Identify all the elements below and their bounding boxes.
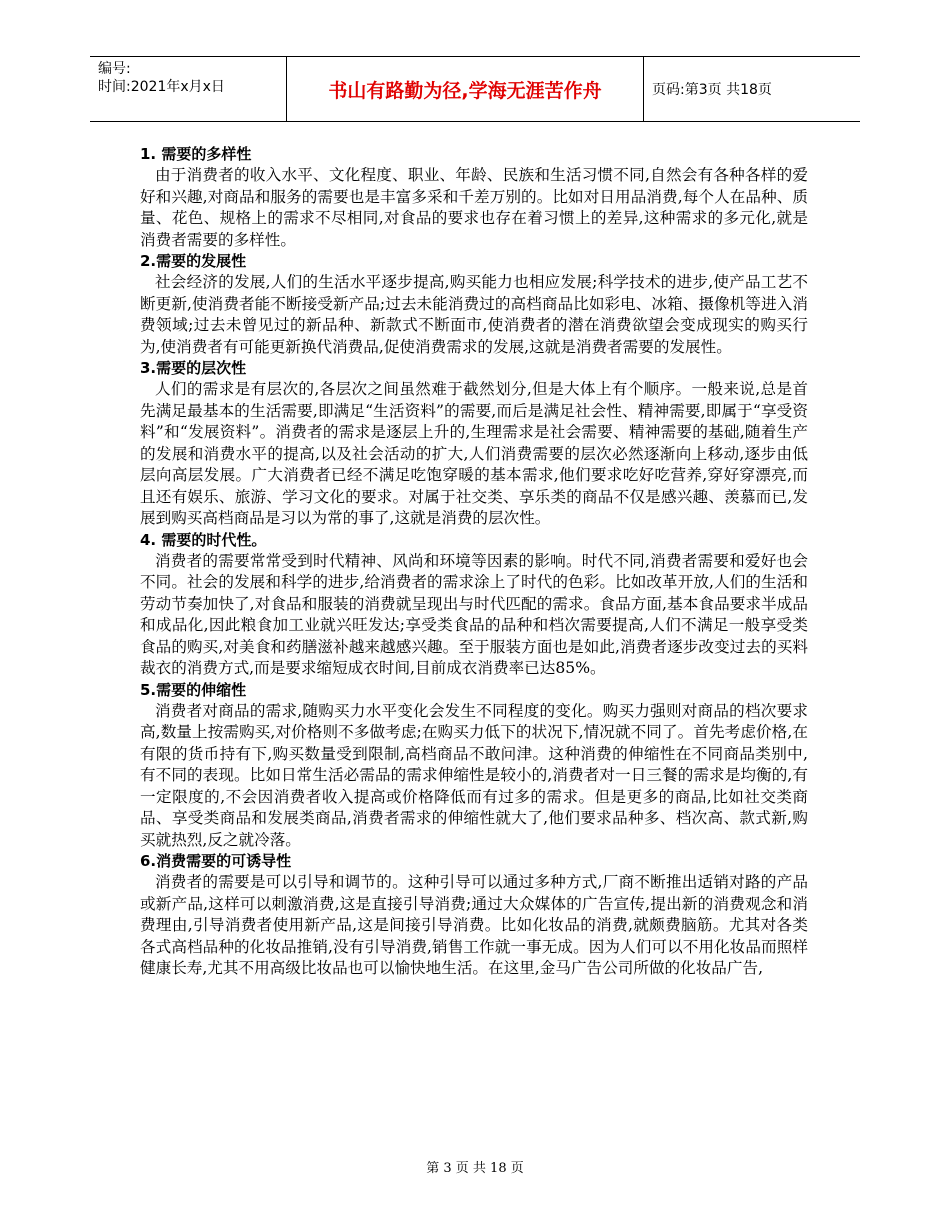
section-title: 1. 需要的多样性 [140,145,252,163]
header-page-info: 页码:第3页 共18页 [652,82,772,98]
header-motto: 书山有路勤为径,学海无涯苦作舟 [286,57,644,121]
section [140,530,808,680]
section-paragraph: 由于消费者的收入水平、文化程度、职业、年龄、民族和生活习惯不同,自然会有各种各样的爱好和兴趣,对商品和服务的需要也是丰富多采和千差万别的。比如对日用品消费,每个人在品种、质量、花色、规格上的需求不尽相同,对食品的要求也存在着习惯上的差异,这种需求的多元化,就是消费者需要的多样性。 [140,166,808,249]
section-paragraph: 消费者对商品的需求,随购买力水平变化会发生不同程度的变化。购买力强则对商品的档次要求高,数量上按需购买,对价格则不多做考虑;在购买力低下的状况下,情况就不同了。首先考虑价格,在有限的货币持有下,购买数量受到限制,高档商品不敢问津。这种消费的伸缩性在不同商品类别中,有不同的表现。比如日常生活必需品的需求伸缩性是较小的,消费者对一日三餐的需求是均衡的,有一定限度的,不会因消费者收入提高或价格降低而有过多的需求。但是更多的商品,比如社交类商品、享受类商品和发展类商品,消费者需求的伸缩性就大了,他们要求品种多、档次高、款式新,购买就热烈,反之就冷落。 [140,701,808,849]
section [140,680,808,852]
document-number-label: 编号: [98,61,131,77]
page-footer: 第 3 页 共 18 页 [426,1161,524,1176]
section-title: 2.需要的发展性 [140,252,247,270]
document-time-label: 时间:2021年x月x日 [98,79,225,95]
section-paragraph: 人们的需求是有层次的,各层次之间虽然难于截然划分,但是大体上有个顺序。一般来说,总是首先满足最基本的生活需要,即满足“生活资料”的需要,而后是满足社会性、精神需要,即属于“享受资料”和“发展资料”。消费者的需求是逐层上升的,生理需求是社会需要、精神需要的基础,随着生产的发展和消费水平的提高,以及社会活动的扩大,人们消费需要的层次必然逐渐向上移动,逐步由低层向高层发展。广大消费者已经不满足吃饱穿暖的基本需求,他们要求吃好吃营养,穿好穿漂亮,而且还有娱乐、旅游、学习文化的要求。对属于社交类、享乐类的商品不仅是感兴趣、羡慕而已,发展到购买高档商品是习以为常的事了,这就是消费的层次性。 [140,380,808,527]
section [140,358,808,530]
section-title: 4. 需要的时代性。 [140,530,267,549]
section [140,144,808,251]
section-title: 3.需要的层次性 [140,359,247,377]
section [140,851,808,980]
section-paragraph: 消费者的需要常常受到时代精神、风尚和环境等因素的影响。时代不同,消费者需要和爱好也会不同。社会的发展和科学的进步,给消费者的需求涂上了时代的色彩。比如改革开放,人们的生活和劳动节奏加快了,对食品和服装的消费就呈现出与时代匹配的需求。食品方面,基本食品要求半成品和成品化,因此粮食加工业就兴旺发达;享受类食品的品种和档次需要提高,人们不满足一般享受类食品的购买,对美食和药膳滋补越来越感兴趣。至于服装方面也是如此,消费者逐步改变过去的买料裁衣的消费方式,而是要求缩短成衣时间,目前成衣消费率已达85%。 [140,551,808,677]
section-title: 6.消费需要的可诱导性 [140,852,292,870]
section-paragraph: 社会经济的发展,人们的生活水平逐步提高,购买能力也相应发展;科学技术的进步,使产品工艺不断更新,使消费者能不断接受新产品;过去未能消费过的高档商品比如彩电、冰箱、摄像机等进入消费领域;过去未曾见过的新品种、新款式不断面市,使消费者的潜在消费欲望会变成现实的购买行为,使消费者有可能更新换代消费品,促使消费需求的发展,这就是消费者需要的发展性。 [140,273,808,356]
section-paragraph: 消费者的需要是可以引导和调节的。这种引导可以通过多种方式,厂商不断推出适销对路的产品或新产品,这样可以刺激消费,这是直接引导消费;通过大众媒体的广告宣传,提出新的消费观念和消费理由,引导消费者使用新产品,这是间接引导消费。比如化妆品的消费,就颇费脑筋。尤其对各类各式高档品种的化妆品推销,没有引导消费,销售工作就一事无成。因为人们可以不用化妆品而照样健康长寿,尤其不用高级比妆品也可以愉快地生活。在这里,金马广告公司所做的化妆品广告, [140,873,808,977]
section-title: 5.需要的伸缩性 [140,680,247,699]
header-meta [98,60,225,96]
section [140,251,808,358]
document-body [140,144,808,980]
page-header [90,56,860,122]
